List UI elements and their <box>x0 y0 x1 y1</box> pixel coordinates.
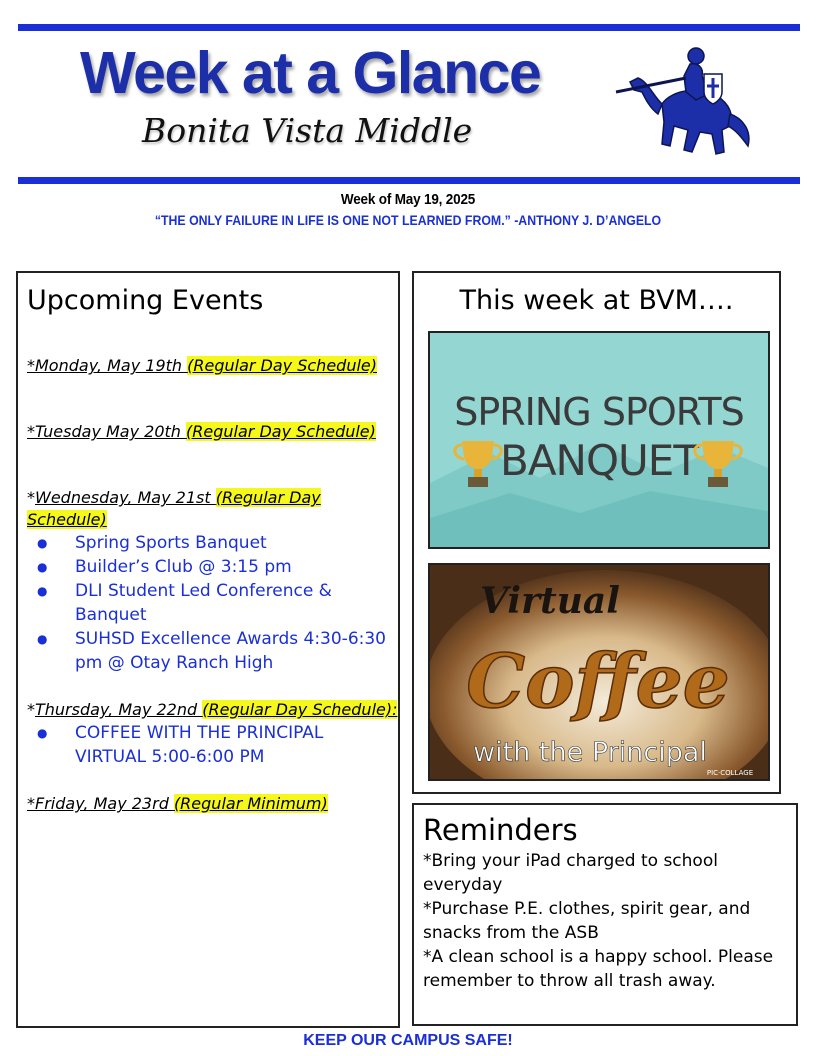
wednesday-event-list <box>27 531 398 675</box>
this-week-title: This week at BVM…. <box>459 285 734 316</box>
day-prefix: * <box>27 794 35 814</box>
thursday-event-list <box>27 721 398 769</box>
virtual-coffee-image <box>428 563 770 781</box>
reminder-item: *Purchase P.E. clothes, spirit gear, and snacks from the ASB <box>423 898 751 943</box>
coffee-graphic <box>430 565 768 779</box>
day-tuesday <box>27 421 398 443</box>
day-friday <box>27 793 398 815</box>
list-item: ● SUHSD Excellence Awards 4:30-6:30 pm @ Otay Ranch High <box>27 627 389 675</box>
list-item: ● Builder’s Club @ 3:15 pm <box>27 555 389 579</box>
reminder-item: *A clean school is a happy school. Please remember to throw all trash away. <box>423 946 774 991</box>
schedule-highlight: (Regular Day Schedule): <box>202 700 398 720</box>
coffee-line2: Coffee <box>466 639 730 725</box>
upcoming-events-box <box>16 271 400 1028</box>
list-item: ● Spring Sports Banquet <box>27 531 389 555</box>
reminders-box <box>412 803 798 1026</box>
day-prefix: * <box>27 356 35 376</box>
banner-title: Week at a Glance <box>80 40 541 106</box>
week-of-date: Week of May 19, 2025 <box>340 191 476 208</box>
banquet-line1: SPRING SPORTS <box>454 390 744 434</box>
spring-sports-banquet-image <box>428 331 770 549</box>
coffee-line3: with the Principal <box>473 737 707 768</box>
day-prefix: * <box>27 422 35 442</box>
schedule-highlight: (Regular Day Schedule) <box>27 488 321 530</box>
schedule-highlight: (Regular Day Schedule) <box>187 356 377 376</box>
list-item: ● DLI Student Led Conference & Banquet <box>27 579 389 627</box>
day-thursday <box>27 699 398 769</box>
list-item: ● COFFEE WITH THE PRINCIPAL VIRTUAL 5:00-6:00 PM <box>27 721 389 769</box>
banquet-line2: BANQUET <box>500 436 698 485</box>
reminders-title: Reminders <box>423 813 578 847</box>
day-label: Tuesday May 20th <box>35 422 187 442</box>
this-week-box <box>412 271 781 794</box>
upcoming-events-title: Upcoming Events <box>27 285 264 316</box>
day-label: Friday, May 23rd <box>35 794 174 814</box>
day-label: Wednesday, May 21st <box>35 488 216 508</box>
schedule-highlight: (Regular Day Schedule) <box>186 422 376 442</box>
quote-line: “THE ONLY FAILURE IN LIFE IS ONE NOT LEARNED FROM.” -ANTHONY J. D’ANGELO <box>154 212 662 228</box>
day-wednesday <box>27 487 398 675</box>
footer-safety-message: KEEP OUR CAMPUS SAFE! <box>303 1032 513 1049</box>
day-prefix: * <box>27 700 35 720</box>
pic-collage-mark: PIC·COLLAGE <box>706 769 754 777</box>
knight-mascot-icon <box>612 34 762 174</box>
day-label: Thursday, May 22nd <box>35 700 203 720</box>
top-blue-rule <box>18 24 800 31</box>
day-monday <box>27 355 398 377</box>
schedule-highlight: (Regular Minimum) <box>173 794 328 814</box>
day-prefix: * <box>27 488 35 508</box>
bottom-blue-rule <box>18 177 800 184</box>
coffee-line1: Virtual <box>480 580 620 622</box>
reminder-item: *Bring your iPad charged to school everyday <box>423 850 718 895</box>
banquet-graphic <box>430 333 768 547</box>
banner-subtitle: Bonita Vista Middle <box>142 111 473 150</box>
day-label: Monday, May 19th <box>35 356 188 376</box>
